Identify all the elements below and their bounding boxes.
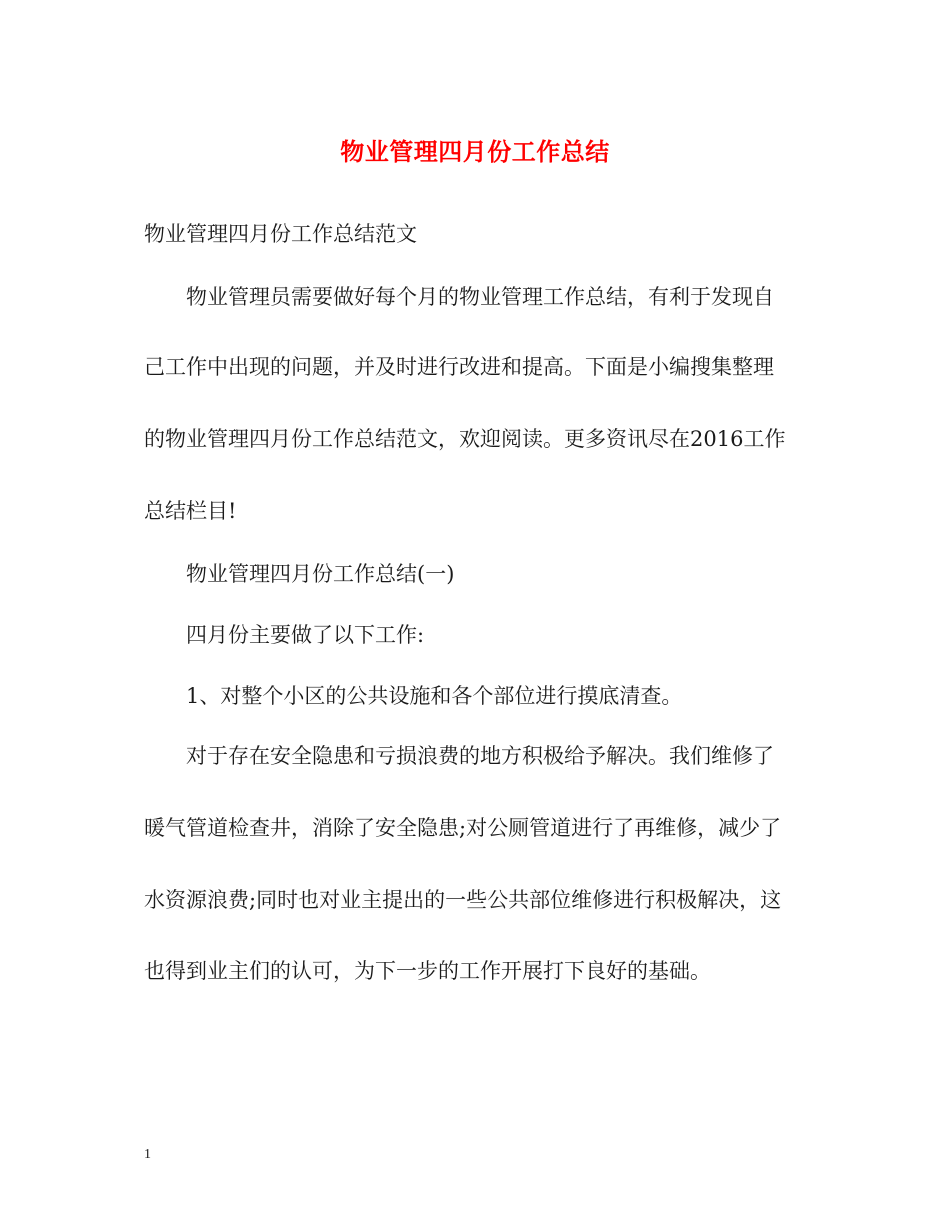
paragraph-line: 暖气管道检查井，消除了安全隐患;对公厕管道进行了再维修，减少了: [144, 816, 782, 840]
work-intro-line: 四月份主要做了以下工作:: [186, 623, 425, 647]
document-subtitle: 物业管理四月份工作总结范文: [144, 222, 417, 246]
paragraph-line: 己工作中出现的问题，并及时进行改进和提高。下面是小编搜集整理: [144, 355, 774, 379]
list-item: 1、对整个小区的公共设施和各个部位进行摸底清查。: [186, 684, 683, 708]
paragraph-line: 的物业管理四月份工作总结范文，欢迎阅读。更多资讯尽在2016工作: [144, 427, 786, 451]
paragraph-line: 物业管理员需要做好每个月的物业管理工作总结，有利于发现自: [186, 285, 774, 309]
paragraph-line: 也得到业主们的认可，为下一步的工作开展打下良好的基础。: [144, 959, 711, 983]
paragraph-line: 总结栏目!: [144, 499, 237, 523]
section-heading: 物业管理四月份工作总结(一): [186, 562, 455, 586]
document-title: 物业管理四月份工作总结: [340, 137, 610, 166]
page-number: 1: [144, 1147, 151, 1162]
paragraph-line: 对于存在安全隐患和亏损浪费的地方积极给予解决。我们维修了: [186, 744, 774, 768]
paragraph-line: 水资源浪费;同时也对业主提出的一些公共部位维修进行积极解决，这: [144, 888, 782, 912]
